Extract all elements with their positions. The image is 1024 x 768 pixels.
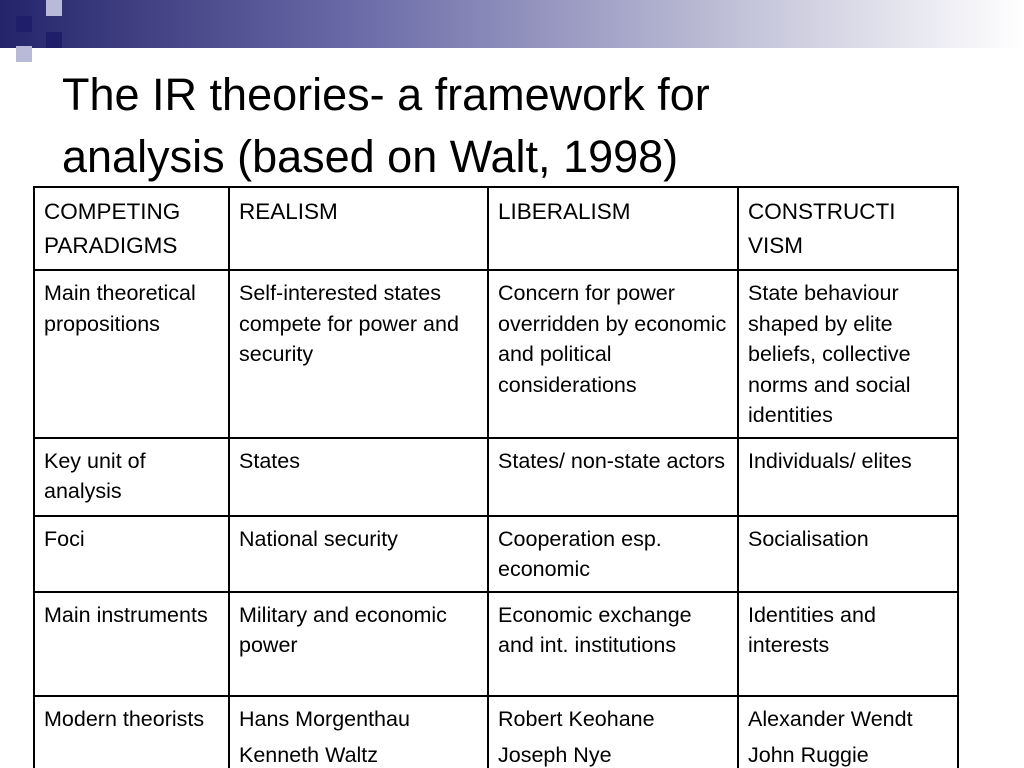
slide-title-line-1: The IR theories- a framework for bbox=[62, 69, 710, 120]
table-cell-constructivism-theorists bbox=[738, 696, 958, 768]
table-row-modern-theorists bbox=[34, 696, 958, 768]
decor-square-lavender-1 bbox=[46, 0, 62, 16]
table-cell: Socialisation bbox=[738, 516, 958, 592]
table-cell: Military and economic power bbox=[229, 592, 488, 696]
slide-title-line-2: analysis (based on Walt, 1998) bbox=[62, 131, 679, 182]
table-cell: Self-interested states compete for power and security bbox=[229, 270, 488, 438]
table-cell: Concern for power overridden by economic and political considerations bbox=[488, 270, 738, 438]
table-cell: Identities and interests bbox=[738, 592, 958, 696]
decor-square-navy-1 bbox=[16, 16, 32, 32]
table-row bbox=[34, 592, 958, 696]
ir-theories-table bbox=[33, 186, 959, 768]
table-cell: State behaviour shaped by elite beliefs, collective norms and social identities bbox=[738, 270, 958, 438]
table-row bbox=[34, 438, 958, 516]
theorist-name: John Ruggie bbox=[748, 743, 869, 767]
table-row bbox=[34, 270, 958, 438]
theorist-name: Joseph Nye bbox=[498, 743, 612, 767]
decor-square-lavender-2 bbox=[16, 46, 32, 62]
table-cell: Modern theorists bbox=[34, 696, 229, 768]
table-cell: Key unit of analysis bbox=[34, 438, 229, 516]
table-cell: Individuals/ elites bbox=[738, 438, 958, 516]
header-cell-competing-paradigms: COMPETING PARADIGMS bbox=[34, 187, 229, 270]
table-cell: Cooperation esp. economic bbox=[488, 516, 738, 592]
table-cell: Foci bbox=[34, 516, 229, 592]
theorist-name: Alexander Wendt bbox=[748, 706, 913, 731]
theorist-name: Kenneth Waltz bbox=[239, 743, 379, 767]
header-gradient-band bbox=[0, 0, 1024, 48]
theorist-name: Hans Morgenthau bbox=[239, 706, 410, 731]
theorist-name: Robert Keohane bbox=[498, 706, 655, 731]
header-cell-liberalism: LIBERALISM bbox=[488, 187, 738, 270]
header-cell-realism: REALISM bbox=[229, 187, 488, 270]
table-cell: National security bbox=[229, 516, 488, 592]
table-header-row bbox=[34, 187, 958, 270]
table-cell: States bbox=[229, 438, 488, 516]
table-cell-realism-theorists bbox=[229, 696, 488, 768]
header-cell-constructivism: CONSTRUCTI VISM bbox=[738, 187, 958, 270]
table-row bbox=[34, 516, 958, 592]
table-cell: Main theoretical propositions bbox=[34, 270, 229, 438]
table-cell: States/ non-state actors bbox=[488, 438, 738, 516]
table-cell-liberalism-theorists bbox=[488, 696, 738, 768]
decor-square-navy-2 bbox=[46, 32, 62, 48]
table-cell: Main instruments bbox=[34, 592, 229, 696]
table-cell: Economic exchange and int. institutions bbox=[488, 592, 738, 696]
slide-title bbox=[62, 64, 962, 188]
